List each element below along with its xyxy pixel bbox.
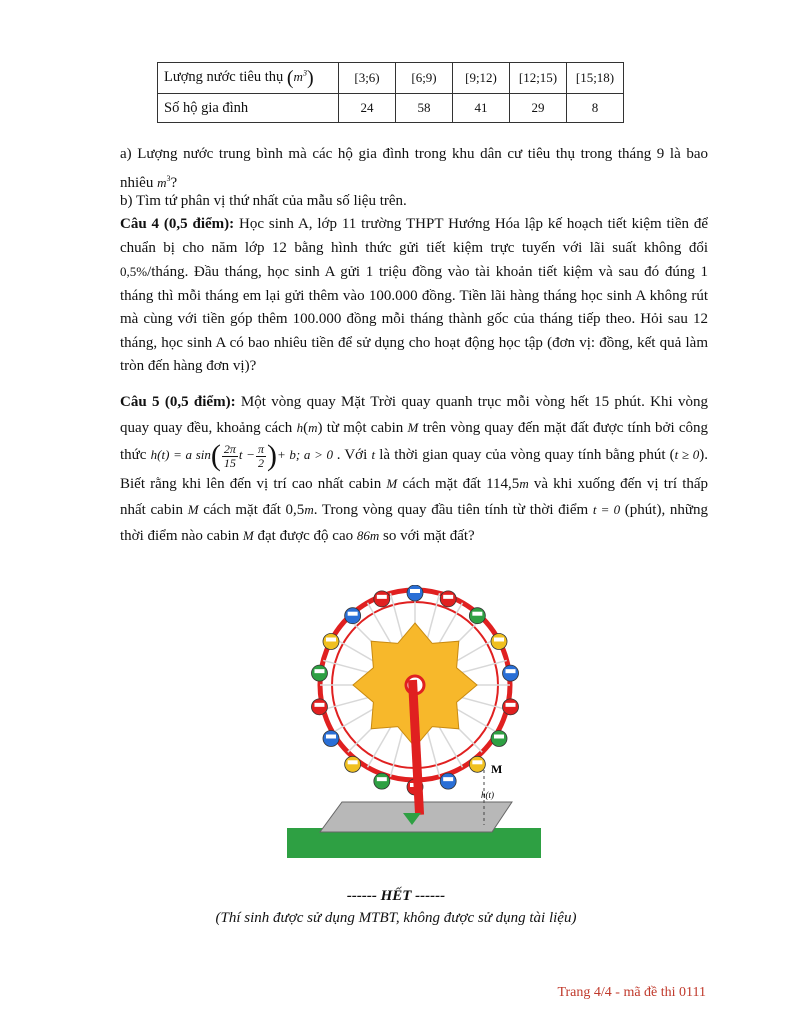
interval-cell: [12;15) — [510, 63, 567, 94]
cabin-window — [506, 703, 516, 707]
cabin-window — [348, 760, 358, 764]
unit-m: m — [293, 68, 303, 84]
cabin-window — [472, 612, 482, 616]
cabin-window — [506, 669, 516, 673]
cabin-m-label: M — [491, 762, 503, 776]
cabin-window — [314, 703, 324, 707]
formula: h(t) = a sin( $\frac{2\pi}{15}$ t − $\frac{\pi}{2}$ )+ b; a > 0 — [150, 439, 334, 472]
cabin-window — [326, 638, 336, 642]
q5-label: Câu 5 (0,5 điểm): — [120, 394, 236, 410]
height-label: h(t) — [481, 790, 494, 800]
count-cell: 41 — [453, 94, 510, 123]
cabin-window — [314, 669, 324, 673]
end-marker: ------ HẾT ------ — [346, 888, 446, 904]
cabin-window — [443, 595, 453, 599]
interval-cell: [9;12) — [453, 63, 510, 94]
cabin-window — [410, 589, 420, 593]
table-row-label: Số hộ gia đình — [158, 94, 339, 123]
cabin-window — [494, 638, 504, 642]
cabin-window — [443, 777, 453, 781]
page-footer: Trang 4/4 - mã đề thi 0111 — [557, 985, 706, 1000]
end-note: (Thí sinh được sử dụng MTBT, không được sử dụng tài liệu) — [215, 910, 577, 926]
count-cell: 8 — [567, 94, 624, 123]
count-cell: 29 — [510, 94, 567, 123]
cabin-window — [377, 595, 387, 599]
interval-cell: [6;9) — [396, 63, 453, 94]
table-head-label: Lượng nước tiêu thụ $(m^3)$ — [158, 63, 339, 94]
cabin-window — [494, 735, 504, 739]
question-4: Câu 4 (0,5 điểm): Học sinh A, lớp 11 trường THPT Hướng Hóa lập kế hoạch tiết kiệm tiền để chuẩn bị cho năm lớp 12 bằng hình thức gửi tiết kiệm trực tuyến với lãi suất không đổi 0,5%/tháng. Đầu tháng, học sinh A gửi 1 triệu đồng vào tài khoản tiết kiệm và sau đó đúng 1 tháng thì mỗi tháng em lại gửi thêm vào 100.000 đồng. Tiền lãi hàng tháng học sinh A không rút mà cùng với tiền góp thêm 100.000 đồng mỗi tháng thành gốc của tháng tiếp theo. Hỏi sau 12 tháng, học sinh A có bao nhiêu tiền để sử dụng cho hoạt động học tập (đơn vị: đồng, kết quả làm tròn đến hàng đơn vị)? — [120, 216, 708, 374]
count-cell: 24 — [339, 94, 396, 123]
cabin-window — [348, 612, 358, 616]
cabin-window — [326, 735, 336, 739]
count-cell: 58 — [396, 94, 453, 123]
interval-cell: [3;6) — [339, 63, 396, 94]
interval-cell: [15;18) — [567, 63, 624, 94]
ferris-wheel-illustration — [280, 585, 550, 860]
table-row — [158, 94, 624, 123]
question-5: Câu 5 (0,5 điểm): Một vòng quay Mặt Trời quay quanh trục mỗi vòng hết 15 phút. Khi vòng quay quay đều, khoảng cách h(m) từ một cabin M trên vòng quay đến mặt đất được tính bởi công thức h(t) = a sin( $\frac{2\pi}{15}$ t − $\frac{\pi}{2}$ )+ b; a > 0 . Với t là thời gian quay của vòng quay tính bằng phút (t ≥ 0). Biết rằng khi lên đến vị trí cao nhất cabin M cách mặt đất 114,5m và khi xuống đến vị trí thấp nhất cabin M cách mặt đất 0,5m. Trong vòng quay đầu tiên tính từ thời điểm t = 0 (phút), những thời điểm nào cabin M đạt được độ cao 86m so với mặt đất? — [120, 394, 709, 544]
q3-part-b: b) Tìm tứ phân vị thứ nhất của mẫu số liệu trên. — [120, 193, 407, 209]
q4-label: Câu 4 (0,5 điểm): — [120, 216, 235, 232]
q3-part-a: a) Lượng nước trung bình mà các hộ gia đình trong khu dân cư tiêu thụ trong tháng 9 là bao nhiêu $m^3$? — [120, 146, 708, 191]
table-row — [158, 63, 624, 94]
cabin-window — [472, 760, 482, 764]
cabin-window — [377, 777, 387, 781]
water-table — [157, 62, 624, 123]
